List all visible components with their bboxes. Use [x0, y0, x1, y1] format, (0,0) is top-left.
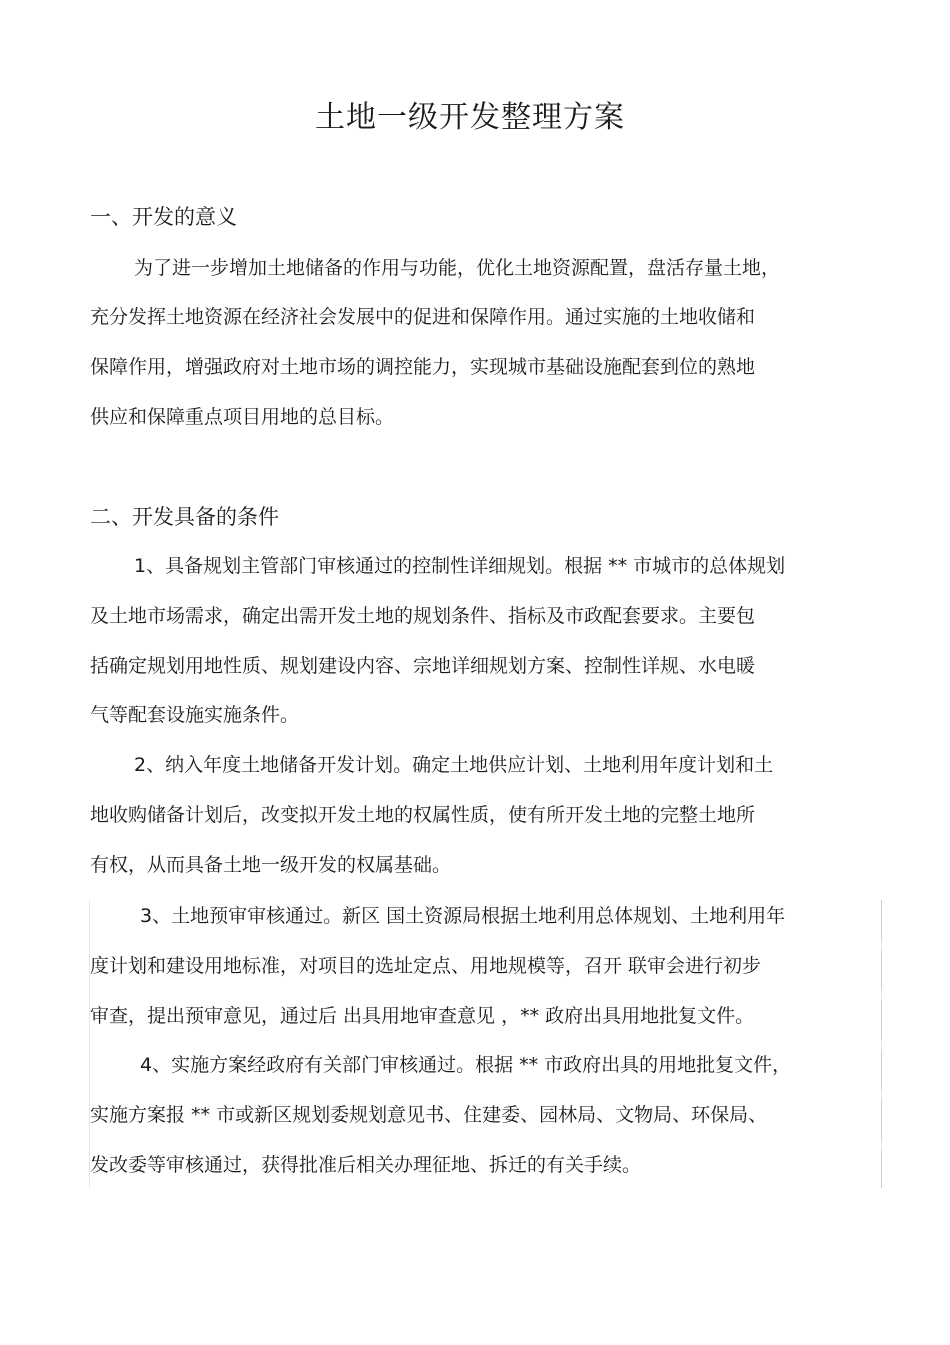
frame-border-segment — [881, 1150, 882, 1188]
paragraph-line: 实施方案报 ** 市或新区规划委规划意见书、住建委、园林局、文物局、环保局、 — [90, 1104, 768, 1126]
paragraph-line: 3、土地预审审核通过。新区 国土资源局根据土地利用总体规划、土地利用年 — [140, 905, 786, 927]
frame-border-segment — [881, 900, 882, 940]
paragraph-line: 度计划和建设用地标准，对项目的选址定点、用地规模等，召开 联审会进行初步 — [90, 955, 762, 977]
paragraph-line: 地收购储备计划后，改变拟开发土地的权属性质，使有所开发土地的完整土地所 — [90, 804, 756, 826]
section-heading-2: 二、开发具备的条件 — [90, 505, 279, 529]
paragraph-line: 1、具备规划主管部门审核通过的控制性详细规划。根据 ** 市城市的总体规划 — [134, 555, 786, 577]
paragraph-line: 及土地市场需求，确定出需开发土地的规划条件、指标及市政配套要求。主要包 — [90, 605, 756, 627]
frame-border-segment — [881, 1100, 882, 1140]
content-frame — [89, 900, 882, 1188]
frame-border-segment — [881, 1050, 882, 1090]
frame-border-segment — [881, 1000, 882, 1040]
paragraph-line: 发改委等审核通过，获得批准后相关办理征地、拆迁的有关手续。 — [90, 1154, 642, 1176]
frame-border-segment — [881, 950, 882, 990]
document-title: 土地一级开发整理方案 — [315, 100, 625, 135]
paragraph-line: 括确定规划用地性质、规划建设内容、宗地详细规划方案、控制性详规、水电暖 — [90, 655, 756, 677]
paragraph-line: 充分发挥土地资源在经济社会发展中的促进和保障作用。通过实施的土地收储和 — [90, 306, 756, 328]
paragraph-line: 审查，提出预审意见，通过后 出具用地审查意见 ，** 政府出具用地批复文件。 — [90, 1005, 755, 1027]
section-heading-1: 一、开发的意义 — [90, 205, 237, 229]
paragraph-line: 有权，从而具备土地一级开发的权属基础。 — [90, 854, 452, 876]
paragraph-line: 为了进一步增加土地储备的作用与功能，优化土地资源配置，盘活存量土地， — [134, 257, 781, 279]
paragraph-line: 气等配套设施实施条件。 — [90, 704, 300, 726]
paragraph-line: 4、实施方案经政府有关部门审核通过。根据 ** 市政府出具的用地批复文件， — [140, 1054, 792, 1076]
paragraph-line: 2、纳入年度土地储备开发计划。确定土地供应计划、土地利用年度计划和土 — [134, 754, 774, 776]
paragraph-line: 保障作用，增强政府对土地市场的调控能力，实现城市基础设施配套到位的熟地 — [90, 356, 756, 378]
paragraph-line: 供应和保障重点项目用地的总目标。 — [90, 406, 395, 428]
